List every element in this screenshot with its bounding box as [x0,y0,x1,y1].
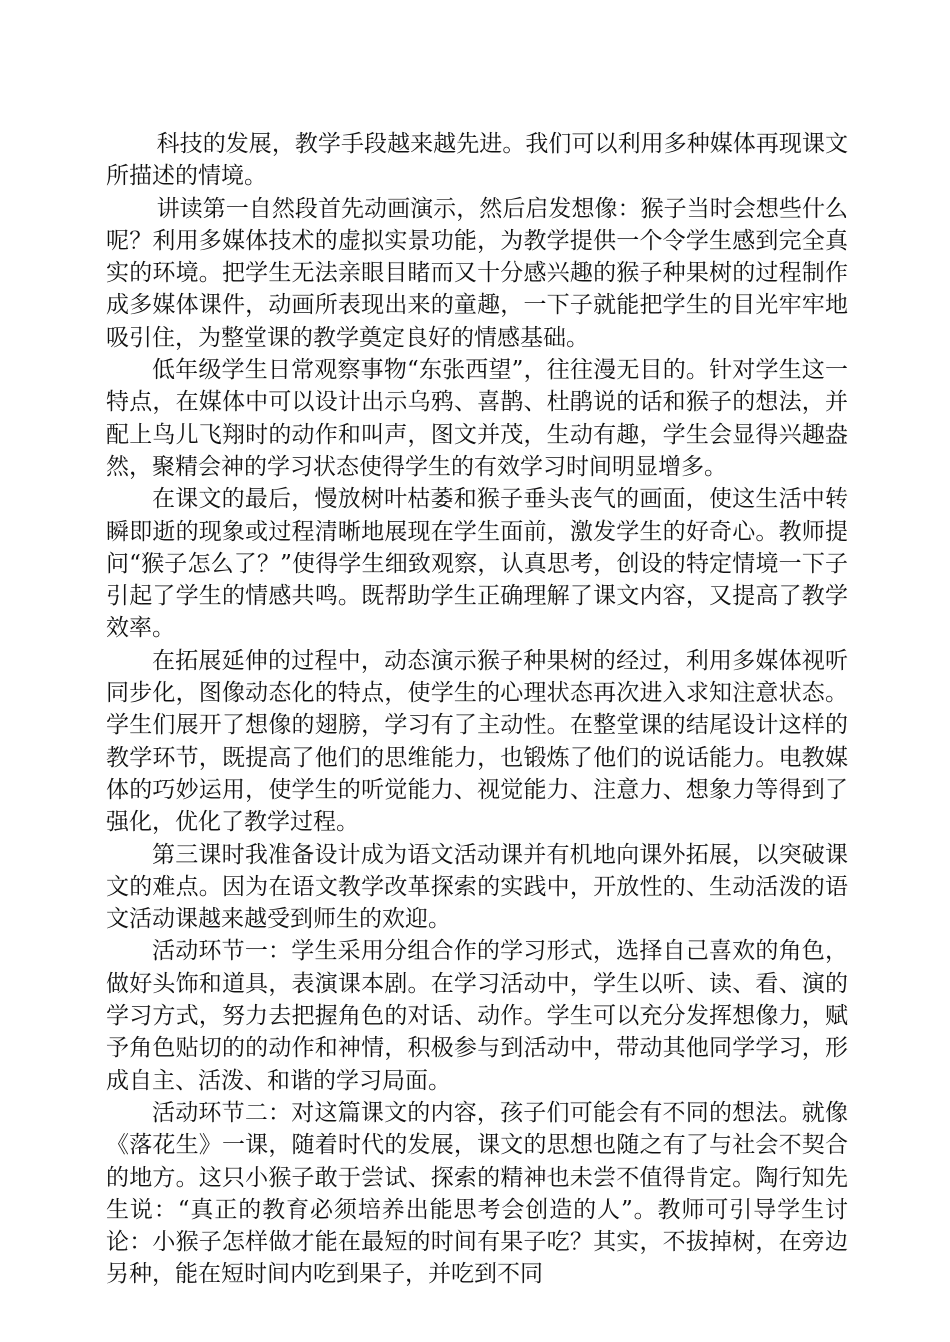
paragraph-8: 活动环节二：对这篇课文的内容，孩子们可能会有不同的想法。就像《落花生》一课，随着时代的发展，课文的思想也随之有了与社会不契合的地方。这只小猴子敢于尝试、探索的精神也未尝不值得肯定。陶行知先生说：“真正的教育必须培养出能思考会创造的人”。教师可引导学生讨论：小猴子怎样做才能在最短的时间有果子吃？其实，不拔掉树，在旁边另种，能在短时间内吃到果子，并吃到不同 [106,1099,848,1288]
paragraph-6: 第三课时我准备设计成为语文活动课并有机地向课外拓展，以突破课文的难点。因为在语文教学改革探索的实践中，开放性的、生动活泼的语文活动课越来越受到师生的欢迎。 [106,841,848,933]
paragraph-7: 活动环节一：学生采用分组合作的学习形式，选择自己喜欢的角色，做好头饰和道具，表演课本剧。在学习活动中，学生以听、读、看、演的学习方式，努力去把握角色的对话、动作。学生可以充分发挥想像力，赋予角色贴切的的动作和神情，积极参与到活动中，带动其他同学学习，形成自主、活泼、和谐的学习局面。 [106,938,848,1094]
paragraph-4: 在课文的最后，慢放树叶枯萎和猴子垂头丧气的画面，使这生活中转瞬即逝的现象或过程清晰地展现在学生面前，激发学生的好奇心。教师提问“猴子怎么了？”使得学生细致观察，认真思考，创设的特定情境一下子引起了学生的情感共鸣。既帮助学生正确理解了课文内容，又提高了教学效率。 [106,486,848,642]
paragraph-3: 低年级学生日常观察事物“东张西望”，往往漫无目的。针对学生这一特点，在媒体中可以设计出示乌鸦、喜鹊、杜鹃说的话和猴子的想法，并配上鸟儿飞翔时的动作和叫声，图文并茂，生动有趣，学生会显得兴趣盎然，聚精会神的学习状态使得学生的有效学习时间明显增多。 [106,357,848,480]
paragraph-2: 讲读第一自然段首先动画演示，然后启发想像：猴子当时会想些什么呢？利用多媒体技术的虚拟实景功能，为教学提供一个令学生感到完全真实的环境。把学生无法亲眼目睹而又十分感兴趣的猴子种果树的过程制作成多媒体课件，动画所表现出来的童趣，一下子就能把学生的目光牢牢地吸引住，为整堂课的教学奠定良好的情感基础。 [106,195,848,351]
paragraph-1: 科技的发展，教学手段越来越先进。我们可以利用多种媒体再现课文所描述的情境。 [106,131,848,190]
document-body [106,128,848,1291]
paragraph-5: 在拓展延伸的过程中，动态演示猴子种果树的经过，利用多媒体视听同步化，图像动态化的特点，使学生的心理状态再次进入求知注意状态。学生们展开了想像的翅膀，学习有了主动性。在整堂课的结尾设计这样的教学环节，既提高了他们的思维能力，也锻炼了他们的说话能力。电教媒体的巧妙运用，使学生的听觉能力、视觉能力、注意力、想象力等得到了强化，优化了教学过程。 [106,647,848,836]
